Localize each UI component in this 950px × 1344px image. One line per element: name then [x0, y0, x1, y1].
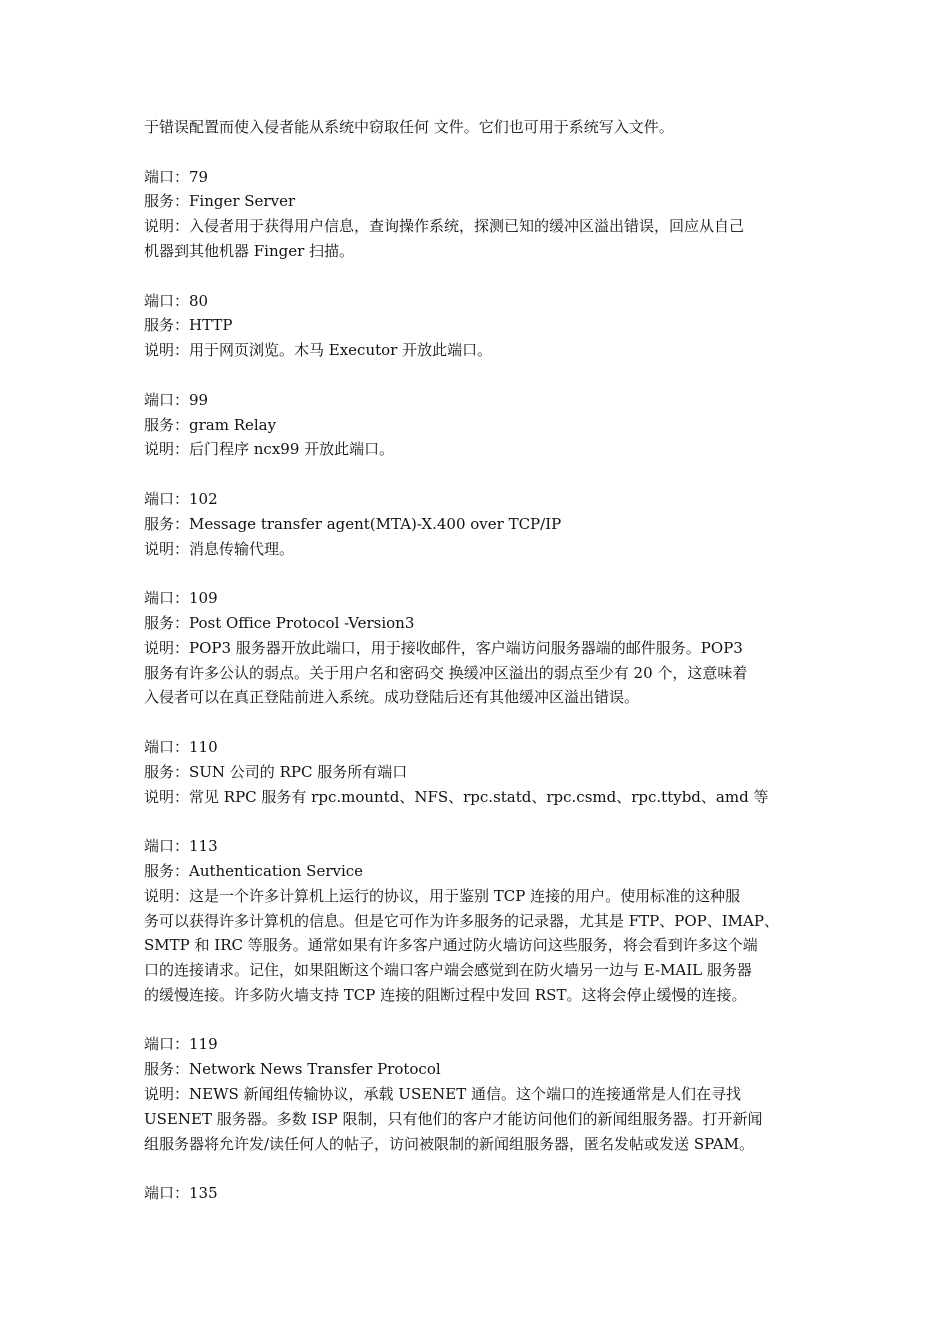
- description-line: SMTP 和 IRC 等服务。通常如果有许多客户通过防火墙访问这些服务，将会看到许多这个端: [144, 936, 758, 955]
- service-line: 服务：Network News Transfer Protocol: [144, 1060, 441, 1079]
- spacer: [144, 1156, 808, 1181]
- port-line: 端口：109: [144, 589, 218, 608]
- description-line: 机器到其他机器 Finger 扫描。: [144, 241, 355, 260]
- description-line: USENET 服务器。多数 ISP 限制，只有他们的客户才能访问他们的新闻组服务器。打开新闻: [144, 1109, 763, 1128]
- port-entry: [144, 586, 808, 735]
- port-line: 端口：80: [144, 291, 209, 310]
- port-line: 端口：119: [144, 1035, 218, 1054]
- spacer: [144, 1008, 808, 1033]
- intro-line: 于错误配置而使入侵者能从系统中窃取任何 文件。它们也可用于系统写入文件。: [144, 118, 674, 136]
- port-line: 端口：113: [144, 837, 218, 856]
- port-line: 端口：99: [144, 390, 209, 409]
- description-line: 说明：消息传输代理。: [144, 539, 295, 558]
- description-line: 说明：这是一个许多计算机上运行的协议，用于鉴别 TCP 连接的用户。使用标准的这种服: [144, 886, 741, 905]
- spacer: [144, 264, 808, 289]
- service-line: 服务：Message transfer agent(MTA)-X.400 over TCP/IP: [144, 514, 562, 533]
- description-line: 入侵者可以在真正登陆前进入系统。成功登陆后还有其他缓冲区溢出错误。: [144, 688, 640, 707]
- description-line: 说明：常见 RPC 服务有 rpc.mountd、NFS、rpc.statd、rpc.csmd、rpc.ttybd、amd 等: [144, 787, 769, 806]
- description-line: 组服务器将允许发/读任何人的帖子，访问被限制的新闻组服务器，匿名发帖或发送 SPAM。: [144, 1134, 755, 1153]
- document-page: [144, 115, 808, 1206]
- port-entry: [144, 388, 808, 487]
- description-line: 口的连接请求。记住，如果阻断这个端口客户端会感觉到在防火墙另一边与 E-MAIL 服务器: [144, 961, 752, 980]
- description-line: 说明：POP3 服务器开放此端口，用于接收邮件，客户端访问服务器端的邮件服务。POP3: [144, 638, 743, 657]
- port-line: 端口：110: [144, 737, 218, 756]
- description-line: 服务有许多公认的弱点。关于用户名和密码交 换缓冲区溢出的弱点至少有 20 个，这意味着: [144, 663, 748, 682]
- spacer: [144, 363, 808, 388]
- service-line: 服务：Finger Server: [144, 192, 296, 211]
- service-line: 服务：HTTP: [144, 316, 233, 335]
- spacer: [144, 809, 808, 834]
- port-entries: [144, 165, 808, 1182]
- description-line: 说明：NEWS 新闻组传输协议，承载 USENET 通信。这个端口的连接通常是人们在寻找: [144, 1085, 742, 1104]
- port-line: 端口：79: [144, 167, 209, 186]
- port-entry: [144, 834, 808, 1032]
- port-entry: [144, 289, 808, 388]
- spacer: [144, 710, 808, 735]
- port-entry: [144, 735, 808, 834]
- description-line: 说明：入侵者用于获得用户信息，查询操作系统，探测已知的缓冲区溢出错误，回应从自己: [144, 217, 745, 236]
- service-line: 服务：SUN 公司的 RPC 服务所有端口: [144, 762, 408, 781]
- service-line: 服务：Authentication Service: [144, 861, 364, 880]
- spacer: [144, 462, 808, 487]
- port-entry: [144, 487, 808, 586]
- description-line: 务可以获得许多计算机的信息。但是它可作为许多服务的记录器，尤其是 FTP、POP、IMAP、: [144, 911, 779, 930]
- service-line: 服务：gram Relay: [144, 415, 277, 434]
- port-line: 端口：102: [144, 489, 218, 508]
- trailing-port-line: 端口：135: [144, 1184, 218, 1203]
- service-line: 服务：Post Office Protocol -Version3: [144, 613, 415, 632]
- port-entry: [144, 165, 808, 289]
- description-line: 说明：后门程序 ncx99 开放此端口。: [144, 440, 395, 459]
- description-line: 说明：用于网页浏览。木马 Executor 开放此端口。: [144, 341, 493, 360]
- port-entry: [144, 1032, 808, 1181]
- description-line: 的缓慢连接。许多防火墙支持 TCP 连接的阻断过程中发回 RST。这将会停止缓慢的连接。: [144, 985, 747, 1004]
- spacer: [144, 561, 808, 586]
- spacer: [144, 140, 808, 165]
